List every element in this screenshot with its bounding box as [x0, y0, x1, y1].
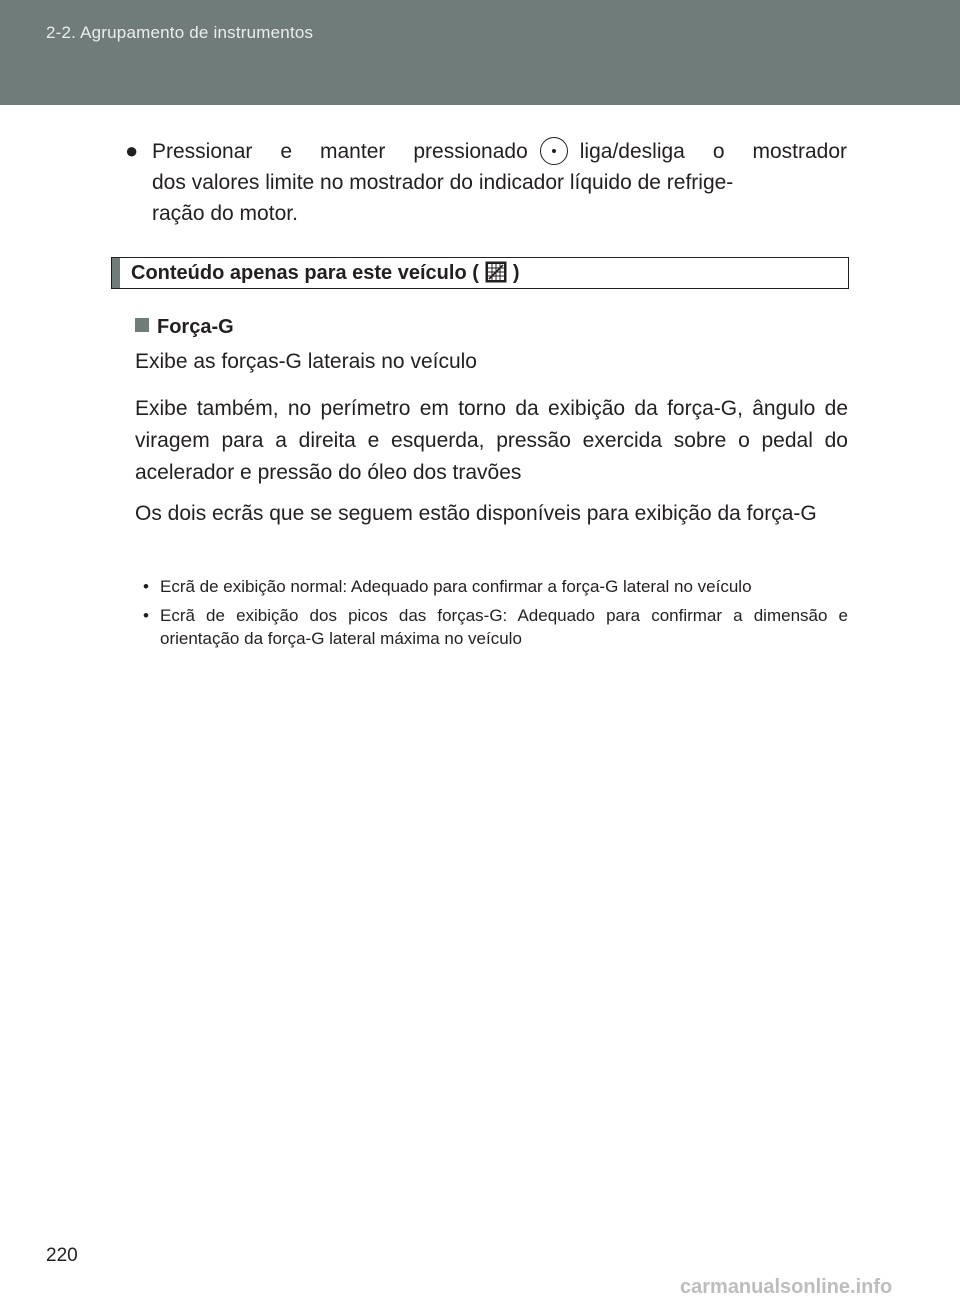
paragraph-3: Os dois ecrãs que se seguem estão disponíveis para exibição da força-G: [135, 502, 817, 525]
paragraph-2: Exibe também, no perímetro em torno da exibição da força-G, ângulo de viragem para a direita e esquerda, pressão exercida sobre o pedal do acelerador e pressão do óleo dos travões: [135, 397, 848, 484]
intro-bullet-paragraph: [125, 136, 847, 229]
intro-line-3: ração do motor.: [152, 202, 298, 225]
paragraph-1: Exibe as forças-G laterais no veículo: [135, 350, 477, 373]
section-heading-bar: [112, 258, 120, 288]
intro-line-2: dos valores limite no mostrador do indicador líquido de refrige-: [152, 171, 734, 194]
display-modes-list: [143, 575, 848, 656]
section-heading-box: [111, 257, 849, 289]
square-heading-icon: [135, 318, 149, 332]
page-number: 220: [46, 1245, 78, 1266]
grid-vehicle-icon: [485, 261, 507, 283]
subsection-heading: Força-G: [135, 313, 234, 341]
circle-dot-button-icon: [540, 137, 568, 165]
page-header: [0, 0, 960, 105]
intro-line-1: Pressionar e manter pressionado liga/desliga o mostrador: [152, 136, 847, 167]
list-item: • Ecrã de exibição dos picos das forças-G: Adequado para confirmar a dimensão e orientação da força-G lateral máxima no veículo: [143, 606, 848, 648]
list-item: • Ecrã de exibição normal: Adequado para confirmar a força-G lateral no veículo: [143, 577, 752, 596]
header-title: 2-2. Agrupamento de instrumentos: [46, 23, 314, 42]
bullet-icon: ●: [125, 138, 139, 163]
list-bullet-icon: •: [143, 606, 149, 625]
section-title: Conteúdo apenas para este veículo ( ): [131, 262, 520, 284]
watermark-text: carmanualsonline.info: [680, 1276, 893, 1298]
list-bullet-icon: •: [143, 577, 149, 596]
